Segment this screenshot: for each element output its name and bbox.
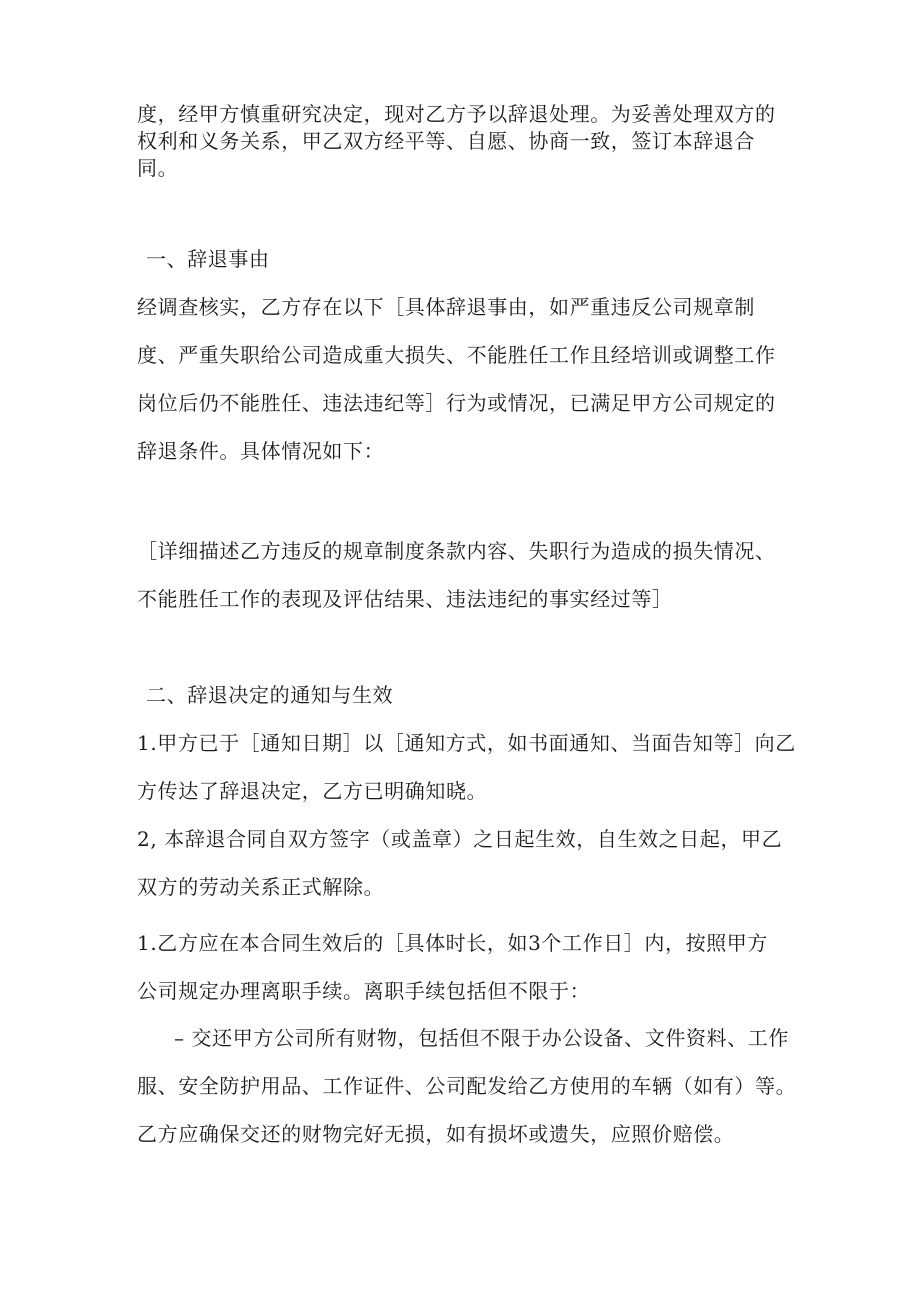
section-1-line-3: 岗位后仍不能胜任、违法违纪等］行为或情况，已满足甲方公司规定的 <box>137 391 776 415</box>
section-2-bullet-line-1: – 交还甲方公司所有财物，包括但不限于办公设备、文件资料、工作 <box>174 1026 789 1050</box>
section-2-heading: 二、辞退决定的通知与生效 <box>146 683 394 707</box>
section-2-item-1-line-1: 1.甲方已于［通知日期］以［通知方式，如书面通知、当面告知等］向乙 <box>137 731 796 755</box>
section-2-item-2-line-1: 2, 本辞退合同自双方签字（或盖章）之日起生效，自生效之日起，甲乙 <box>137 827 783 851</box>
section-2-bullet-line-2: 服、安全防护用品、工作证件、公司配发给乙方使用的车辆（如有）等。 <box>137 1074 797 1098</box>
section-1-detail-line-1: ［详细描述乙方违反的规章制度条款内容、失职行为造成的损失情况、 <box>137 539 776 563</box>
intro-line-3: 同。 <box>137 156 179 180</box>
section-2-item-3-line-2: 公司规定办理离职手续。离职手续包括但不限于： <box>137 979 591 1003</box>
intro-line-1: 度，经甲方慎重研究决定，现对乙方予以辞退处理。为妥善处理双方的 <box>137 102 776 126</box>
section-1-line-2: 度、严重失职给公司造成重大损失、不能胜任工作且经培训或调整工作 <box>137 343 776 367</box>
section-2-item-3-line-1: 1.乙方应在本合同生效后的［具体时长，如3个工作日］内，按照甲方 <box>137 931 769 955</box>
section-1-line-1: 经调查核实，乙方存在以下［具体辞退事由，如严重违反公司规章制 <box>137 295 755 319</box>
section-1-heading: 一、辞退事由 <box>146 247 270 271</box>
section-1-detail-line-2: 不能胜任工作的表现及评估结果、违法违纪的事实经过等］ <box>137 587 673 611</box>
intro-line-2: 权利和义务关系，甲乙双方经平等、自愿、协商一致，签订本辞退合 <box>137 129 755 153</box>
section-2-item-2-line-2: 双方的劳动关系正式解除。 <box>137 875 385 899</box>
section-2-item-1-line-2: 方传达了辞退决定，乙方已明确知晓。 <box>137 779 488 803</box>
section-2-bullet-line-3: 乙方应确保交还的财物完好无损，如有损坏或遗失，应照价赔偿。 <box>137 1122 735 1146</box>
section-1-line-4: 辞退条件。具体情况如下： <box>137 439 385 463</box>
